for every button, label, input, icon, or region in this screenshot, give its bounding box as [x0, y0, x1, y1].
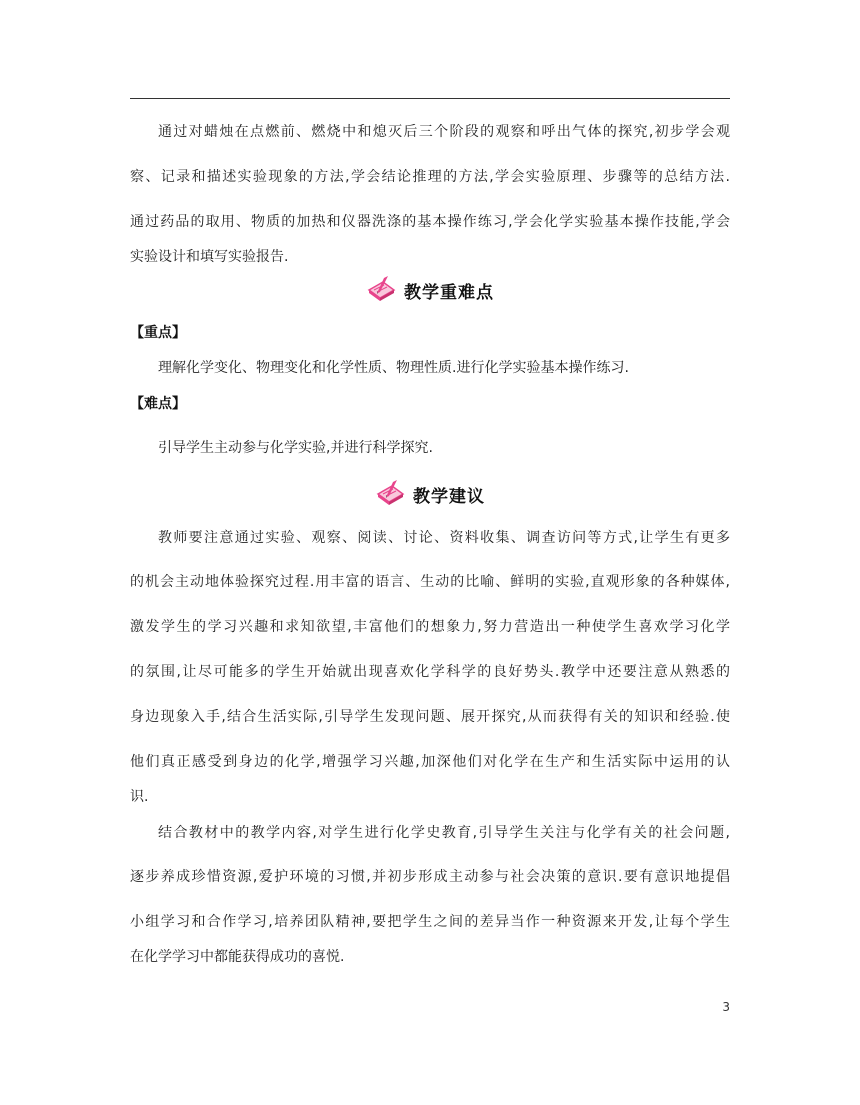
- suggestions-p2-line-2: 逐步养成珍惜资源,爱护环境的习惯,并初步形成主动参与社会决策的意识.要有意识地提倡: [130, 869, 730, 885]
- suggestions-p1-line-2: 的机会主动地体验探究过程.用丰富的语言、生动的比喻、鲜明的实验,直观形象的各种媒体,: [130, 574, 730, 590]
- important-text: 理解化学变化、物理变化和化学性质、物理性质.进行化学实验基本操作练习.: [158, 360, 629, 376]
- objectives-line-1: 通过对蜡烛在点燃前、燃烧中和熄灭后三个阶段的观察和呼出气体的探究,初步学会观: [158, 124, 730, 140]
- suggestions-p1-line-1: 教师要注意通过实验、观察、阅读、讨论、资料收集、调查访问等方式,让学生有更多: [158, 530, 730, 546]
- suggestions-p1-line-6: 他们真正感受到身边的化学,增强学习兴趣,加深他们对化学在生产和生活实际中运用的认: [130, 754, 730, 770]
- pencil-notebook-icon: [375, 480, 405, 508]
- section-title-label: 教学重难点: [404, 282, 494, 303]
- suggestions-p2-line-4: 在化学学习中都能获得成功的喜悦.: [130, 949, 345, 965]
- section-title-suggestions: [130, 478, 730, 510]
- page-number: 3: [722, 1000, 730, 1014]
- suggestions-p1-line-4: 的氛围,让尽可能多的学生开始就出现喜欢化学科学的良好势头.教学中还要注意从熟悉的: [130, 664, 730, 680]
- difficult-label: 【难点】: [130, 396, 186, 412]
- important-label: 【重点】: [130, 325, 186, 341]
- objectives-line-4: 实验设计和填写实验报告.: [130, 249, 289, 265]
- difficult-text: 引导学生主动参与化学实验,并进行科学探究.: [158, 440, 433, 456]
- section-title-key-points: [130, 274, 730, 306]
- suggestions-p1-line-7: 识.: [130, 789, 149, 805]
- suggestions-p1-line-3: 激发学生的学习兴趣和求知欲望,丰富他们的想象力,努力营造出一种使学生喜欢学习化学: [130, 619, 730, 635]
- suggestions-p1-line-5: 身边现象入手,结合生活实际,引导学生发现问题、展开探究,从而获得有关的知识和经验.使: [130, 709, 730, 725]
- header-rule: [130, 98, 730, 99]
- suggestions-p2-line-3: 小组学习和合作学习,培养团队精神,要把学生之间的差异当作一种资源来开发,让每个学生: [130, 914, 730, 930]
- objectives-line-2: 察、记录和描述实验现象的方法,学会结论推理的方法,学会实验原理、步骤等的总结方法.: [130, 169, 730, 185]
- section-title-label: 教学建议: [413, 486, 485, 507]
- pencil-notebook-icon: [366, 276, 396, 304]
- suggestions-p2-line-1: 结合教材中的教学内容,对学生进行化学史教育,引导学生关注与化学有关的社会问题,: [158, 825, 730, 841]
- objectives-line-3: 通过药品的取用、物质的加热和仪器洗涤的基本操作练习,学会化学实验基本操作技能,学会: [130, 214, 730, 230]
